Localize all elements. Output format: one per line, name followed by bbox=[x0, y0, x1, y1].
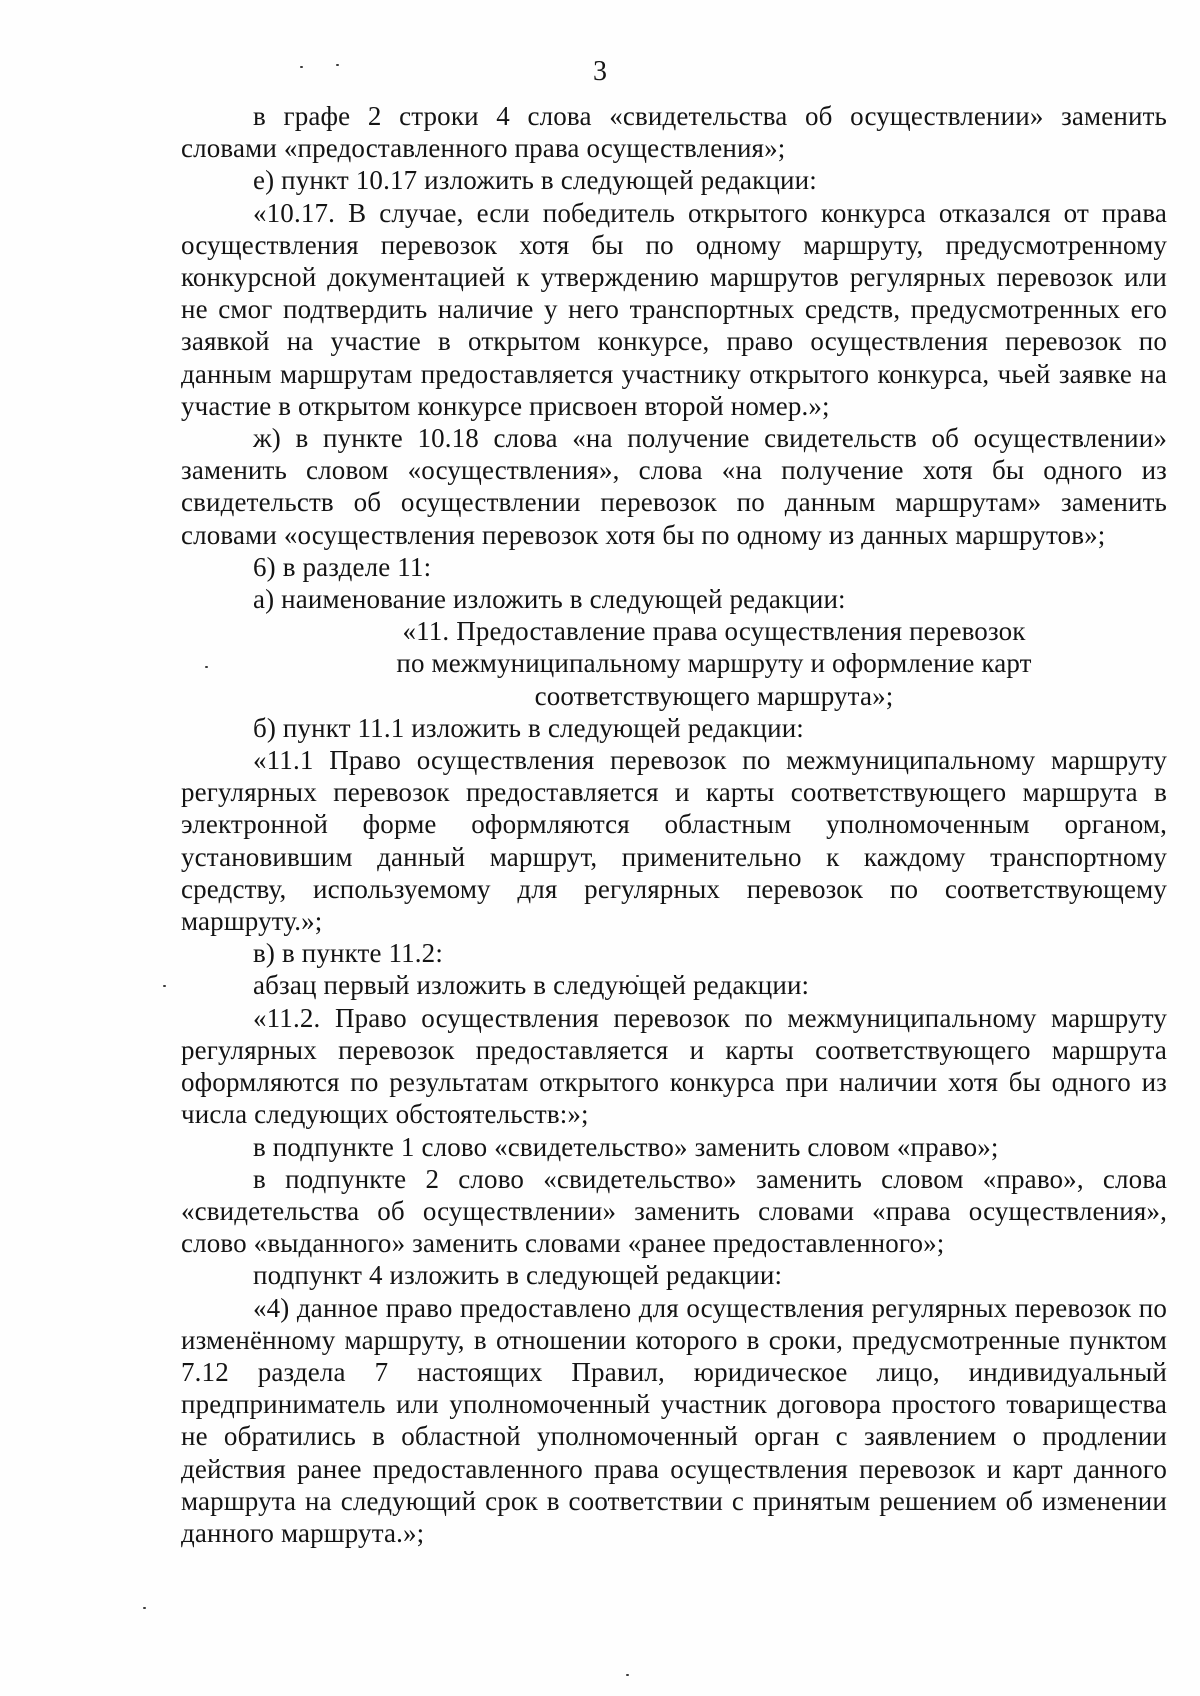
paragraph-item-b: б) пункт 11.1 изложить в следующей редакции: bbox=[253, 712, 804, 743]
paragraph-item-e: е) пункт 10.17 изложить в следующей редакции: bbox=[253, 165, 817, 196]
page-number: 3 bbox=[593, 56, 607, 87]
paragraph-quote-11-2: «11.2. Право осуществления перевозок по межмуниципальному маршруту регулярных перевозок предоставляется и карты соответствующего маршрута оформляются по результатам открытого конкурса при наличии хотя бы одного из числа следующих обстоятельств:»; bbox=[181, 1002, 1167, 1130]
paragraph-subitem-4: подпункт 4 изложить в следующей редакции: bbox=[253, 1260, 783, 1291]
paragraph-continuation: в графе 2 строки 4 слова «свидетельства об осуществлении» заменить словами «предоставленного права осуществления»; bbox=[181, 101, 1167, 164]
scan-speck bbox=[163, 985, 166, 987]
scan-speck bbox=[626, 1674, 629, 1676]
paragraph-quote-10-17: «10.17. В случае, если победитель открытого конкурса отказался от права осуществления перевозок хотя бы по одному маршруту, предусмотренному конкурсной документацией к утверждению маршрутов регулярных перевозок или не смог подтвердить наличие у него транспортных средств, предусмотренных его заявкой на участие в открытом конкурсе, право осуществления перевозок по данным маршрутам предоставляется участнику открытого конкурса, чьей заявке на участие в открытом конкурсе присвоен второй номер.»; bbox=[181, 197, 1167, 421]
paragraph-item-a: а) наименование изложить в следующей редакции: bbox=[253, 584, 846, 615]
section-heading-11 bbox=[181, 615, 1167, 712]
paragraph-first-abzac: абзац первый изложить в следующей редакции: bbox=[253, 970, 810, 1001]
scan-speck bbox=[143, 1607, 146, 1609]
heading-line: соответствующего маршрута»; bbox=[534, 680, 894, 711]
paragraph-item-v: в) в пункте 11.2: bbox=[253, 938, 443, 969]
paragraph-section-6: 6) в разделе 11: bbox=[253, 551, 432, 582]
document-body bbox=[181, 100, 1167, 1549]
heading-line: по межмуниципальному маршруту и оформление карт bbox=[396, 648, 1032, 679]
heading-line: «11. Предоставление права осуществления перевозок bbox=[402, 616, 1026, 647]
paragraph-item-zh: ж) в пункте 10.18 слова «на получение свидетельств об осуществлении» заменить словом «осуществления», слова «на получение хотя бы одного из свидетельств об осуществлении перевозок по данным маршрутам» заменить словами «осуществления перевозок хотя бы по одному из данных маршрутов»; bbox=[181, 423, 1167, 550]
paragraph-quote-11-1: «11.1 Право осуществления перевозок по межмуниципальному маршруту регулярных перевозок предоставляется и карты соответствующего маршрута в электронной форме оформляются областным уполномоченным органом, установившим данный маршрут, применительно к каждому транспортному средству, используемому для регулярных перевозок по соответствующему маршруту.»; bbox=[181, 745, 1167, 937]
paragraph-subitem-2: в подпункте 2 слово «свидетельство» заменить словом «право», слова «свидетельства об осуществлении» заменить словами «права осуществления», слово «выданного» заменить словами «ранее предоставленного»; bbox=[181, 1163, 1167, 1259]
paragraph-quote-4: «4) данное право предоставлено для осуществления регулярных перевозок по изменённому маршруту, в отношении которого в сроки, предусмотренные пунктом 7.12 раздела 7 настоящих Правил, юридическое лицо, индивидуальный предприниматель или уполномоченный участник договора простого товарищества не обратились в областной уполномоченный орган с заявлением о продлении действия ранее предоставленного права осуществления перевозок и карт данного маршрута на следующий срок в соответствии с принятым решением об изменении данного маршрута.»; bbox=[181, 1292, 1167, 1548]
paragraph-subitem-1: в подпункте 1 слово «свидетельство» заменить словом «право»; bbox=[253, 1131, 999, 1162]
